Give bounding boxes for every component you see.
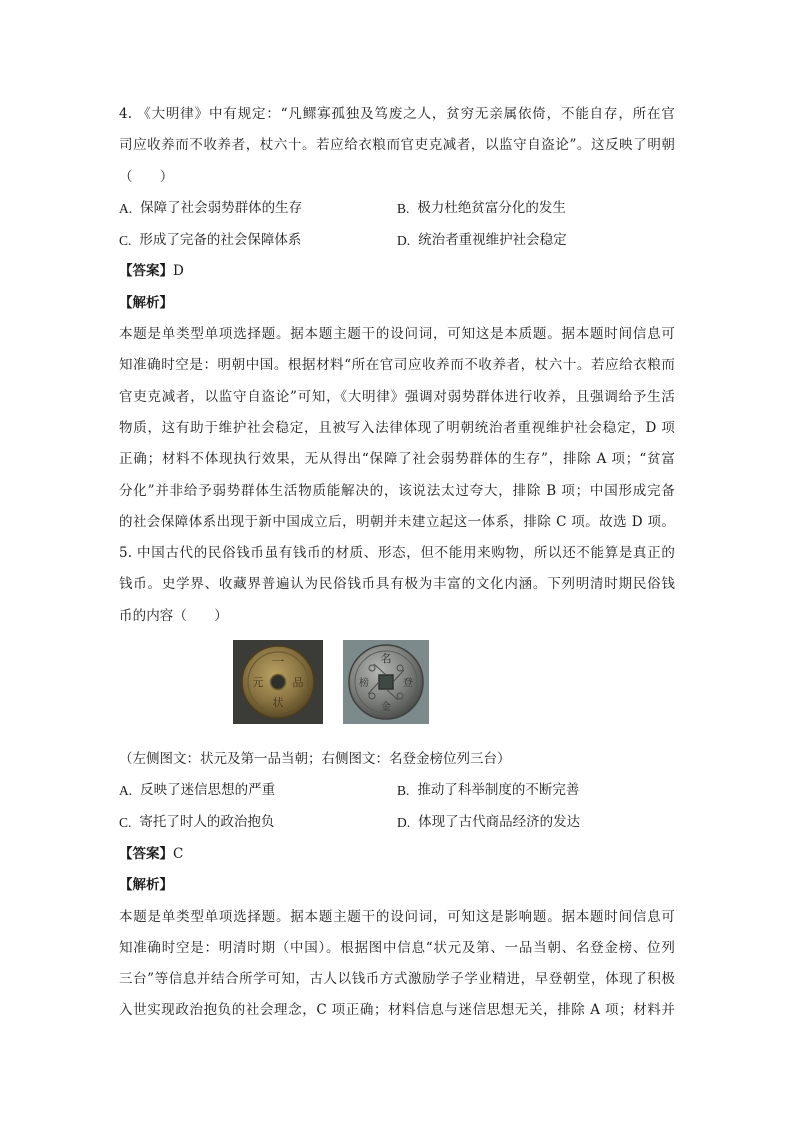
question-5-analysis-line-4: 入世实现政治抱负的社会理念，C 项正确；材料信息与迷信思想无关，排除 A 项；材料并 xyxy=(119,1002,675,1019)
question-4-analysis-line-2: 知准确时空是：明朝中国。根据材料“所在官司应收养而不收养者，杖六十。若应给衣粮而 xyxy=(119,357,675,374)
coin-caption: （左侧图文：状元及第一品当朝；右侧图文：名登金榜位列三台） xyxy=(119,751,511,768)
coin-photo-right xyxy=(343,640,429,724)
question-4-analysis-line-3: 官吏克减者，以监守自盗论”可知，《大明律》强调对弱势群体进行收养，且强调给予生活 xyxy=(119,388,675,405)
question-4-analysis-line-6: 分化”并非给予弱势群体生活物质能解决的，该说法太过夸大，排除 B 项；中国形成完备 xyxy=(119,482,675,499)
answer-label: 【答案】 xyxy=(119,263,173,280)
silver-coin-image xyxy=(346,642,426,722)
coin-images xyxy=(119,640,675,740)
question-5-answer xyxy=(119,839,675,870)
question-4-analysis-heading xyxy=(119,288,675,319)
question-5-stem-line-2: 钱币。史学界、收藏界普遍认为民俗钱币具有极为丰富的文化内涵。下列明清时期民俗钱 xyxy=(119,576,675,593)
option-letter: A. xyxy=(119,783,133,799)
option-text: 统治者重视维护社会稳定 xyxy=(418,231,567,248)
question-5-analysis-line-2: 知准确时空是：明清时期（中国）。根据图中信息“状元及第、一品当朝、名登金榜、位列 xyxy=(119,939,675,956)
coin-left-char-bottom: 状 xyxy=(272,696,284,710)
option-letter: A. xyxy=(119,200,133,216)
question-4-options-row-1 xyxy=(119,193,675,225)
question-5-analysis-line-3: 三台”等信息并结合所学可知，古人以钱币方式激励学子学业精进，早登朝堂，体现了积极 xyxy=(119,971,675,988)
question-4-analysis-line-5: 正确；材料不体现执行效果，无从得出“保障了社会弱势群体的生存”，排除 A 项；“贫富 xyxy=(119,451,675,468)
answer-value: C xyxy=(173,845,184,862)
option-text: 推动了科举制度的不断完善 xyxy=(417,782,580,799)
question-5-stem-line-1: 5. 中国古代的民俗钱币虽有钱币的材质、形态，但不能用来购物，所以还不能算是真正的 xyxy=(119,545,675,562)
brass-coin-image xyxy=(236,642,320,722)
question-5 xyxy=(119,538,675,1027)
question-4-stem-line-3: （ ） xyxy=(119,168,174,185)
question-5-options-row-1 xyxy=(119,775,675,807)
option-letter: B. xyxy=(397,200,410,216)
analysis-label: 【解析】 xyxy=(119,294,173,311)
document-content xyxy=(119,99,675,1027)
question-4 xyxy=(119,99,675,538)
option-letter: C. xyxy=(119,815,132,831)
question-5-analysis-line-1: 本题是单类型单项选择题。据本题主题干的设问词，可知这是影响题。据本题时间信息可 xyxy=(119,908,675,925)
question-4-analysis-line-1: 本题是单类型单项选择题。据本题主题干的设问词，可知这是本质题。据本题时间信息可 xyxy=(119,326,675,343)
answer-label: 【答案】 xyxy=(119,845,173,862)
option-letter: B. xyxy=(397,783,410,799)
question-4-stem-line-1: 4. 《大明律》中有规定：“凡鳏寡孤独及笃废之人，贫穷无亲属依倚，不能自存，所在官 xyxy=(119,106,675,122)
question-4-analysis-line-7: 的社会保障体系出现于新中国成立后，明朝并未建立起这一体系，排除 C 项。故选 D 项。 xyxy=(119,513,675,530)
option-text: 保障了社会弱势群体的生存 xyxy=(140,199,303,216)
coin-left-char-left: 元 xyxy=(252,676,264,690)
option-text: 体现了古代商品经济的发达 xyxy=(418,814,581,831)
coin-right-char-bottom: 金 xyxy=(381,702,391,714)
option-text: 反映了迷信思想的严重 xyxy=(140,782,276,799)
question-5-stem-line-3: 币的内容（ ） xyxy=(119,607,228,624)
coin-left-char-top: 一 xyxy=(271,655,285,671)
option-text: 极力杜绝贫富分化的发生 xyxy=(417,199,566,216)
question-4-stem-line-2: 司应收养而不收养者，杖六十。若应给衣粮而官吏克减者，以监守自盗论”。这反映了明朝 xyxy=(119,137,675,154)
coin-right-char-top: 名 xyxy=(380,652,392,666)
question-5-options-row-2 xyxy=(119,807,675,839)
option-letter: D. xyxy=(397,815,411,831)
analysis-label: 【解析】 xyxy=(119,877,173,894)
question-5-option-c xyxy=(119,807,397,839)
question-4-option-b xyxy=(397,193,675,225)
option-letter: D. xyxy=(397,232,411,248)
question-4-options-row-2 xyxy=(119,225,675,257)
coin-right-char-left: 榜 xyxy=(359,678,369,690)
question-5-option-b xyxy=(397,775,675,807)
question-4-answer xyxy=(119,256,675,287)
coin-left-char-right: 品 xyxy=(292,676,304,690)
question-5-option-a xyxy=(119,775,397,807)
question-5-option-d xyxy=(397,807,675,839)
coin-photo-left xyxy=(233,640,323,724)
coin-right-char-right: 登 xyxy=(403,678,413,690)
question-4-option-d xyxy=(397,225,675,257)
option-text: 形成了完备的社会保障体系 xyxy=(139,231,302,248)
option-letter: C. xyxy=(119,232,132,248)
question-4-analysis-line-4: 物质，这有助于维护社会稳定，且被写入法律体现了明朝统治者重视维护社会稳定，D 项 xyxy=(119,419,675,436)
answer-value: D xyxy=(173,263,184,280)
question-4-option-a xyxy=(119,193,397,225)
option-text: 寄托了时人的政治抱负 xyxy=(139,814,275,831)
question-5-analysis-heading xyxy=(119,870,675,901)
question-4-option-c xyxy=(119,225,397,257)
